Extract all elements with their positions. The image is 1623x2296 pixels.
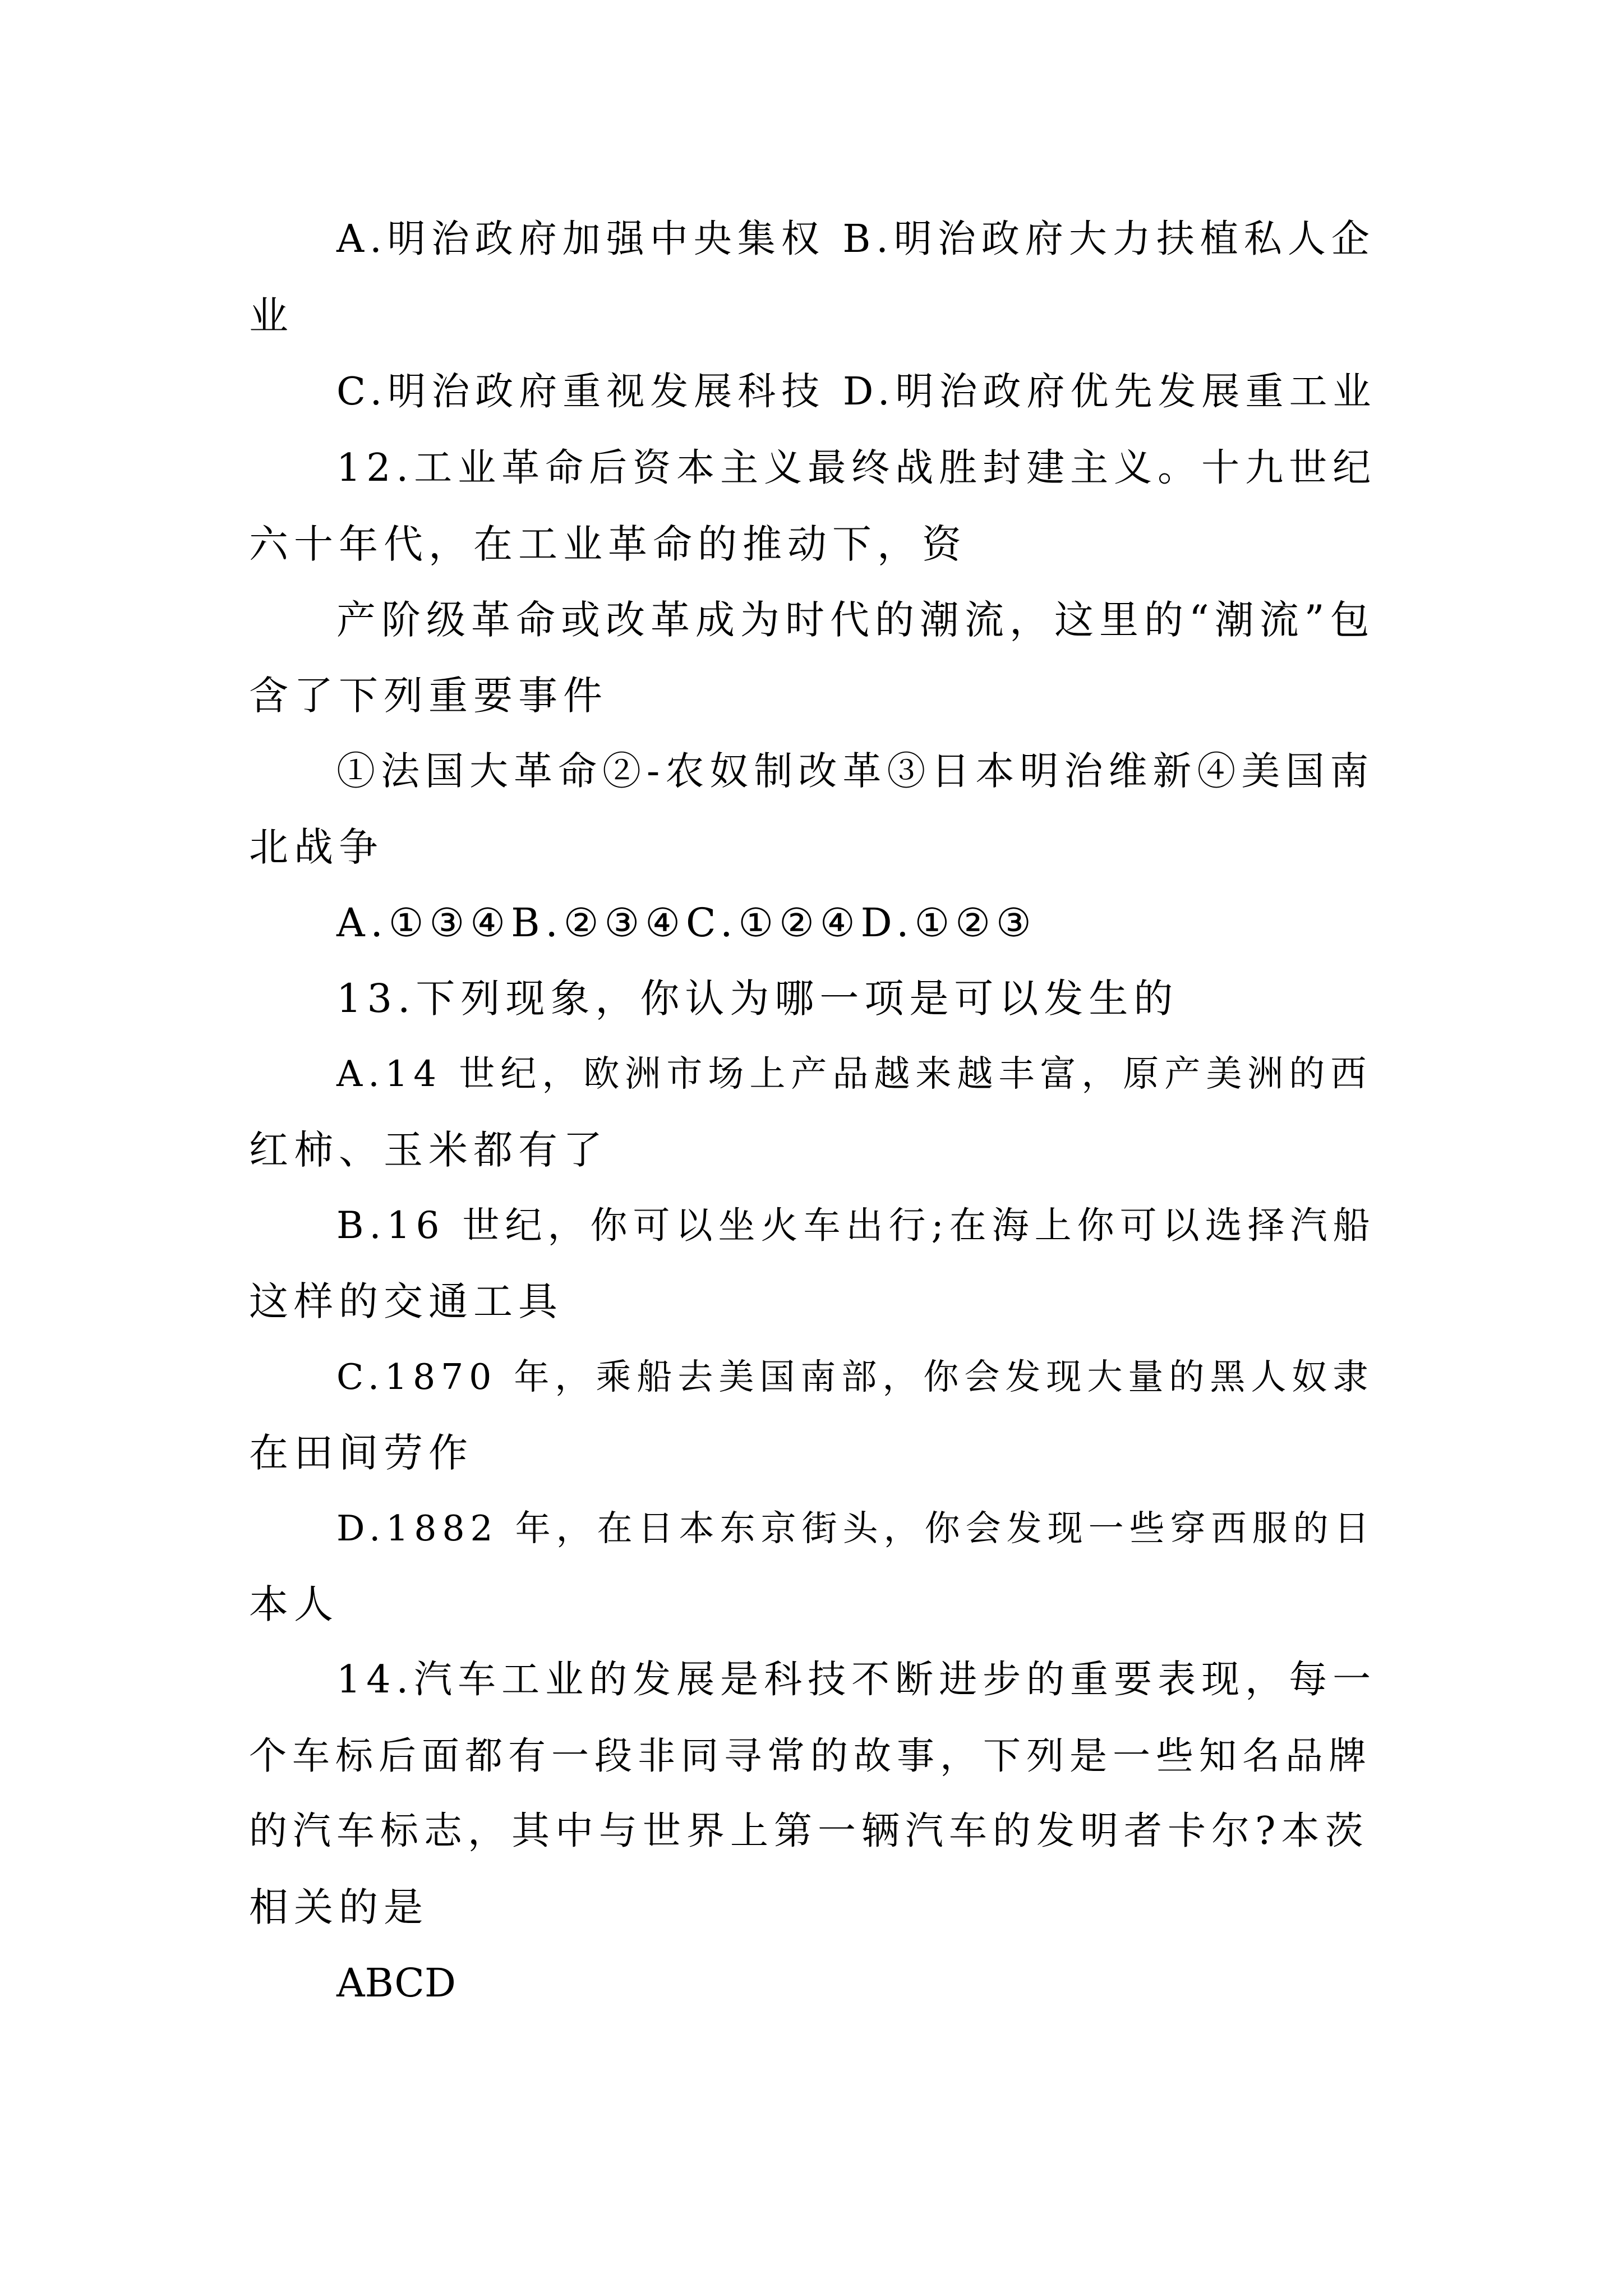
q13-option-b-2: 这样的交通工具 [249, 1278, 563, 1324]
q13-option-d-2: 本人 [249, 1581, 339, 1627]
q11-options-ab-cont: 业 [249, 293, 294, 339]
q12-events-2: 北战争 [249, 824, 384, 870]
q14-stem-2: 个车标后面都有一段非同寻常的故事，下列是一些知名品牌 [249, 1734, 1372, 1778]
q14-stem-3: 的汽车标志，其中与世界上第一辆汽车的发明者卡尔?本茨 [249, 1809, 1369, 1853]
q12-events-1: ①法国大革命②-农奴制改革③日本明治维新④美国南 [336, 749, 1375, 794]
q12-stem-2: 六十年代，在工业革命的推动下，资 [249, 521, 967, 567]
q13-option-c-2: 在田间劳作 [249, 1430, 473, 1476]
q13-option-d-1: D.1882 年，在日本东京街头，你会发现一些穿西服的日 [336, 1508, 1375, 1549]
q11-options-cd: C.明治政府重视发展科技 D.明治政府优先发展重工业 [336, 370, 1377, 414]
q12-options: A.①③④B.②③④C.①②④D.①②③ [336, 900, 1037, 946]
q11-options-ab: A.明治政府加强中央集权 B.明治政府大力扶植私人企 [336, 217, 1375, 261]
q13-option-b-1: B.16 世纪，你可以坐火车出行;在海上你可以选择汽船 [336, 1204, 1376, 1247]
q13-option-c-1: C.1870 年，乘船去美国南部，你会发现大量的黑人奴隶 [336, 1356, 1374, 1397]
q13-stem: 13.下列现象，你认为哪一项是可以发生的 [336, 976, 1179, 1022]
q14-stem-4: 相关的是 [249, 1884, 428, 1930]
q12-stem-4: 含了下列重要事件 [249, 673, 608, 719]
q14-options: ABCD [336, 1960, 456, 2006]
q12-stem-3: 产阶级革命或改革成为时代的潮流，这里的“潮流”包 [336, 597, 1375, 643]
q13-option-a-1: A.14 世纪，欧洲市场上产品越来越丰富，原产美洲的西 [336, 1053, 1372, 1095]
q14-stem-1: 14.汽车工业的发展是科技不断进步的重要表现，每一 [336, 1658, 1377, 1702]
q12-stem-1: 12.工业革命后资本主义最终战胜封建主义。十九世纪 [336, 446, 1377, 490]
q13-option-a-2: 红柿、玉米都有了 [249, 1127, 608, 1173]
